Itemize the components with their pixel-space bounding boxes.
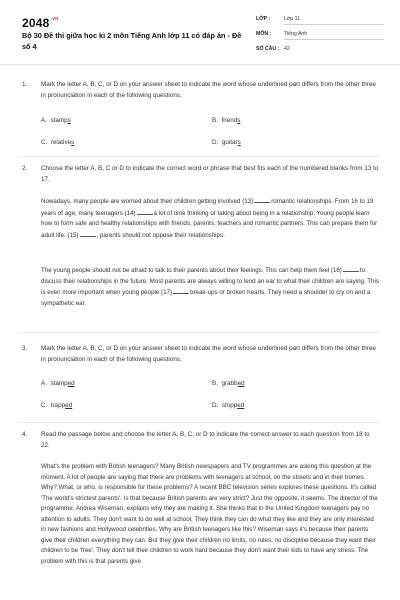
passage-text: a lot of time thinking or taking about being in a relationship. Young people learn how to form safe and healthy relationships with friends, parents, teachers and romantic partners. This can prepare them for adult life. (15) [41, 209, 378, 239]
option-d[interactable] [212, 139, 241, 146]
logo-text: 2048 [22, 16, 50, 30]
meta-class-label: LỚP : [256, 16, 271, 22]
blank-13[interactable] [254, 196, 270, 203]
logo-suffix: .vn [50, 16, 59, 22]
option-letter: C. [41, 139, 48, 146]
question-number: 4. [22, 431, 28, 438]
option-underlined-part: ed [237, 380, 245, 387]
header-divider [0, 64, 400, 65]
option-b[interactable] [212, 117, 240, 124]
site-logo[interactable] [22, 16, 58, 30]
option-word: stamp [50, 380, 68, 387]
meta-subject-value: Tiếng Anh [284, 31, 308, 37]
blank-15[interactable] [80, 230, 96, 237]
meta-divider [284, 24, 384, 25]
option-underlined-part: s [237, 139, 241, 146]
option-letter: C. [41, 402, 48, 409]
passage-paragraph-2 [41, 265, 379, 309]
option-letter: B. [212, 117, 218, 124]
question-text: Choose the letter A, B, C or D to indicate the correct word or phrase that best fits each of the numbered blanks from 13 to 17. [41, 165, 379, 183]
option-underlined-part: s [67, 117, 71, 124]
option-underlined-part: ed [65, 402, 73, 409]
meta-count-label: SỐ CÂU : [256, 46, 280, 52]
option-letter: B. [212, 380, 218, 387]
option-word: stopp [221, 402, 238, 409]
question-divider [18, 332, 380, 333]
meta-class-value: Lớp 11 [284, 16, 300, 22]
option-underlined-part: s [71, 139, 75, 146]
option-word: trapp [50, 402, 66, 409]
blank-16[interactable] [343, 265, 359, 272]
passage-text: to discuss their relationships in the future. Most parents are always willing to lend an ear to what their children are saying. This is even more important when young people (17) [41, 267, 379, 296]
option-word: stamp [50, 117, 68, 124]
blank-14[interactable] [137, 208, 153, 215]
question-text: Mark the letter A, B, C, or D on your answer sheet to indicate the word whose underlined part differs from the other three in pronunciation in each of the following questions. [41, 81, 376, 99]
option-underlined-part: s [237, 117, 241, 124]
option-letter: D. [212, 402, 219, 409]
question-text: Read the passage below and choose the letter A, B, C, or D to indicate the correct answer to each question from 18 to 22. [41, 431, 370, 449]
option-c[interactable] [41, 139, 74, 146]
option-word: guitar [221, 139, 238, 146]
question-text: Mark the letter A, B, C, or D on your answer sheet to indicate the word whose underlined part differs from the other three in pronunciation in each of the following questions. [41, 345, 376, 363]
question-number: 2. [22, 165, 28, 172]
question-divider [18, 422, 380, 423]
passage-text: Nowadays, many people are worried about their children getting involved (13) [41, 198, 254, 205]
option-c[interactable] [41, 402, 72, 409]
option-word: grabb [221, 380, 238, 387]
option-letter: A. [41, 380, 47, 387]
option-a[interactable] [41, 380, 75, 387]
passage-text: What's the problem with British teenagers? Many British newspapers and TV programmes are asking this question at the moment. A lot of people are saying that there are problems with teenagers at school, on the streets and in their homes. Why? What, or who, is responsible for these problems? A recent BBC television series explores these questions. It's called 'The world's strictest parents'. Is that because British parents are very strict? Just the opposite, it seems. The director of the programme, Andrea Wiseman, explains why they are making it. She thinks that in the United Kingdom teenagers pay no attention to adults. They don't want to do well at school. They think they can do what they like and they are only interested in new fashions and Hollywood celebrities. Why are British teenagers like this? Wiseman says it's because their parents give their children everything they can. But they give their children no limits, no rules, no discipline because they want their children to be 'free'. They don't tell their children to work hard because they don't want their kids to have any stress. The problem with this is that parents give [41, 463, 378, 565]
option-word: relative [50, 139, 72, 146]
meta-divider [284, 39, 384, 40]
question-divider [18, 156, 380, 157]
option-letter: A. [41, 117, 47, 124]
option-word: friend [221, 117, 238, 124]
option-b[interactable] [212, 380, 245, 387]
reading-passage [41, 462, 379, 600]
passage-text: The young people should not be afraid to talk to their parents about their feelings. This can help them feel (16) [41, 267, 342, 274]
option-a[interactable] [41, 117, 71, 124]
option-d[interactable] [212, 402, 244, 409]
meta-subject-label: MÔN : [256, 31, 272, 37]
question-number: 3. [22, 345, 28, 352]
passage-text: romantic relationships. From 16 to 19 years of age, many teenagers (14) [41, 198, 374, 217]
option-underlined-part: ed [237, 402, 245, 409]
meta-count-value: 42 [284, 46, 290, 52]
passage-text: break-ups or broken hearts. They need a shoulder to cry on and a sympathetic ear. [41, 289, 371, 307]
page-header [0, 0, 400, 62]
passage-paragraph-1 [41, 196, 379, 241]
question-number: 1. [22, 81, 28, 88]
option-letter: D. [212, 139, 219, 146]
blank-17[interactable] [173, 287, 189, 294]
document-title: Bộ 30 Đề thi giữa học kì 2 môn Tiếng Anh lớp 11 có đáp án - Đề số 4 [22, 31, 242, 51]
option-underlined-part: ed [67, 380, 75, 387]
passage-text: , parents should not oppose their relationships. [96, 231, 225, 239]
